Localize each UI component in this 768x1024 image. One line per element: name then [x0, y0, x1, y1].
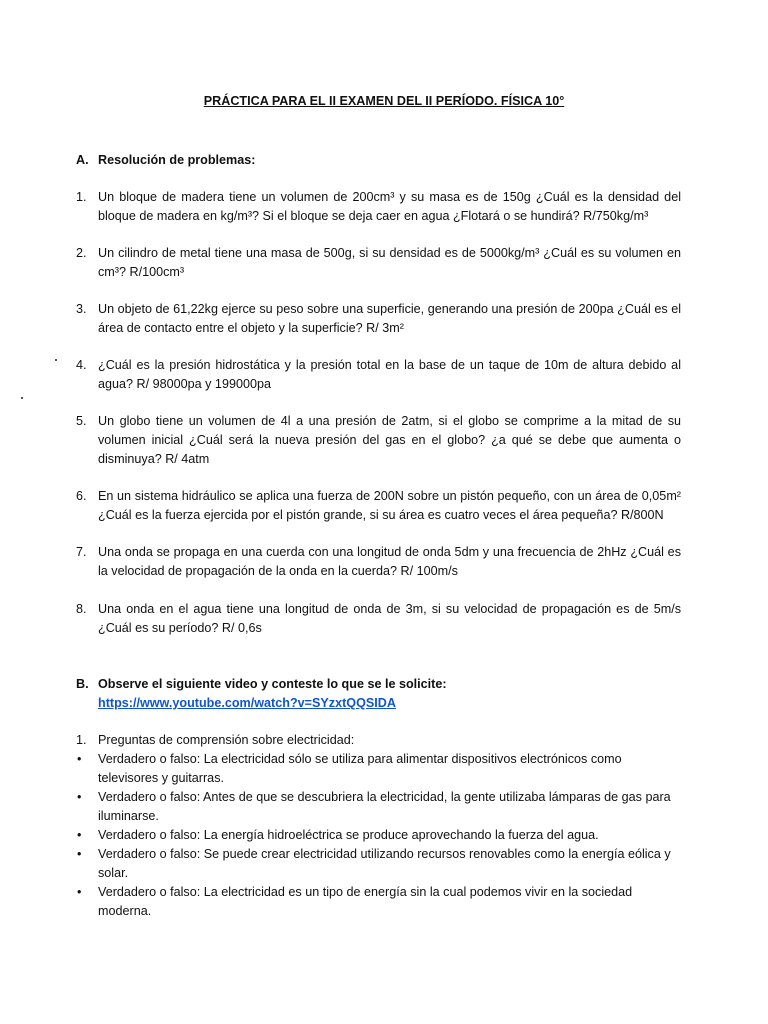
- list-item: [76, 845, 681, 883]
- problem-text: Un cilindro de metal tiene una masa de 500g, si su densidad es de 5000kg/m³ ¿Cuál es su volumen en cm³? R/100cm³: [98, 246, 681, 279]
- problem-text: Un globo tiene un volumen de 4l a una presión de 2atm, si el globo se comprime a la mitad de su volumen inicial ¿Cuál será la nueva presión del gas en el globo? ¿a qué se debe que aumenta o disminuya? R/ 4atm: [98, 414, 681, 466]
- problem-text: En un sistema hidráulico se aplica una fuerza de 200N sobre un pistón pequeño, con un área de 0,05m² ¿Cuál es la fuerza ejercida por el pistón grande, si su área es cuatro veces el área pequeña? R/800N: [98, 489, 681, 522]
- list-item-text: Verdadero o falso: Antes de que se descubriera la electricidad, la gente utilizaba lámparas de gas para iluminarse.: [98, 790, 671, 823]
- section-a-title: Resolución de problemas:: [98, 153, 256, 167]
- list-item: [76, 826, 681, 845]
- problem-number: 8.: [76, 602, 87, 616]
- video-link[interactable]: https://www.youtube.com/watch?v=SYzxtQQSIDA: [98, 696, 396, 710]
- problem-number: 6.: [76, 489, 87, 503]
- list-item: [76, 788, 681, 826]
- bullet-icon: •: [77, 790, 82, 804]
- section-b-title: Observe el siguiente video y conteste lo que se le solicite:: [98, 677, 447, 691]
- problem-3: [76, 300, 681, 338]
- scan-speck: [55, 359, 57, 361]
- true-false-list: [76, 750, 681, 921]
- bullet-icon: •: [77, 828, 82, 842]
- problem-text: Un bloque de madera tiene un volumen de 200cm³ y su masa es de 150g ¿Cuál es la densidad del bloque de madera en kg/m³? Si el bloque se deja caer en agua ¿Flotará o se hundirá? R/750kg/m³: [98, 190, 681, 223]
- bullet-icon: •: [77, 847, 82, 861]
- problem-6: [76, 487, 681, 525]
- problem-7: [76, 543, 681, 581]
- problem-4: [76, 356, 681, 394]
- list-item-text: Verdadero o falso: Se puede crear electricidad utilizando recursos renovables como la energía eólica y solar.: [98, 847, 671, 880]
- questions-title: Preguntas de comprensión sobre electricidad:: [98, 733, 355, 747]
- list-item-text: Verdadero o falso: La electricidad sólo se utiliza para alimentar dispositivos electrónicos como televisores y guitarras.: [98, 752, 622, 785]
- problem-number: 7.: [76, 545, 87, 559]
- problem-number: 5.: [76, 414, 87, 428]
- scan-speck: [21, 397, 23, 399]
- bullet-icon: •: [77, 752, 82, 766]
- bullet-icon: •: [77, 885, 82, 899]
- list-item: [76, 883, 681, 921]
- problem-number: 2.: [76, 246, 87, 260]
- problem-1: [76, 188, 681, 226]
- list-item-text: Verdadero o falso: La electricidad es un tipo de energía sin la cual podemos vivir en la sociedad moderna.: [98, 885, 633, 918]
- problem-5: [76, 412, 681, 469]
- problem-text: ¿Cuál es la presión hidrostática y la presión total en la base de un taque de 10m de altura debido al agua? R/ 98000pa y 199000pa: [98, 358, 681, 391]
- document-title: PRÁCTICA PARA EL II EXAMEN DEL II PERÍODO. FÍSICA 10°: [203, 94, 565, 108]
- questions-intro: [76, 731, 681, 750]
- problem-text: Una onda se propaga en una cuerda con una longitud de onda 5dm y una frecuencia de 2hHz ¿Cuál es la velocidad de propagación de la onda en la cuerda? R/ 100m/s: [98, 545, 681, 578]
- problem-2: [76, 244, 681, 282]
- questions-number: 1.: [76, 733, 87, 747]
- problem-text: Una onda en el agua tiene una longitud de onda de 3m, si su velocidad de propagación es de 5m/s ¿Cuál es su período? R/ 0,6s: [98, 602, 681, 635]
- section-b-label: B.: [76, 677, 89, 691]
- section-a-label: A.: [76, 153, 89, 167]
- problem-text: Un objeto de 61,22kg ejerce su peso sobre una superficie, generando una presión de 200pa ¿Cuál es el área de contacto entre el objeto y la superficie? R/ 3m²: [98, 302, 681, 335]
- problem-number: 3.: [76, 302, 87, 316]
- problem-8: [76, 600, 681, 638]
- problem-number: 4.: [76, 358, 87, 372]
- list-item-text: Verdadero o falso: La energía hidroeléctrica se produce aprovechando la fuerza del agua.: [98, 828, 599, 842]
- list-item: [76, 750, 681, 788]
- problem-number: 1.: [76, 190, 87, 204]
